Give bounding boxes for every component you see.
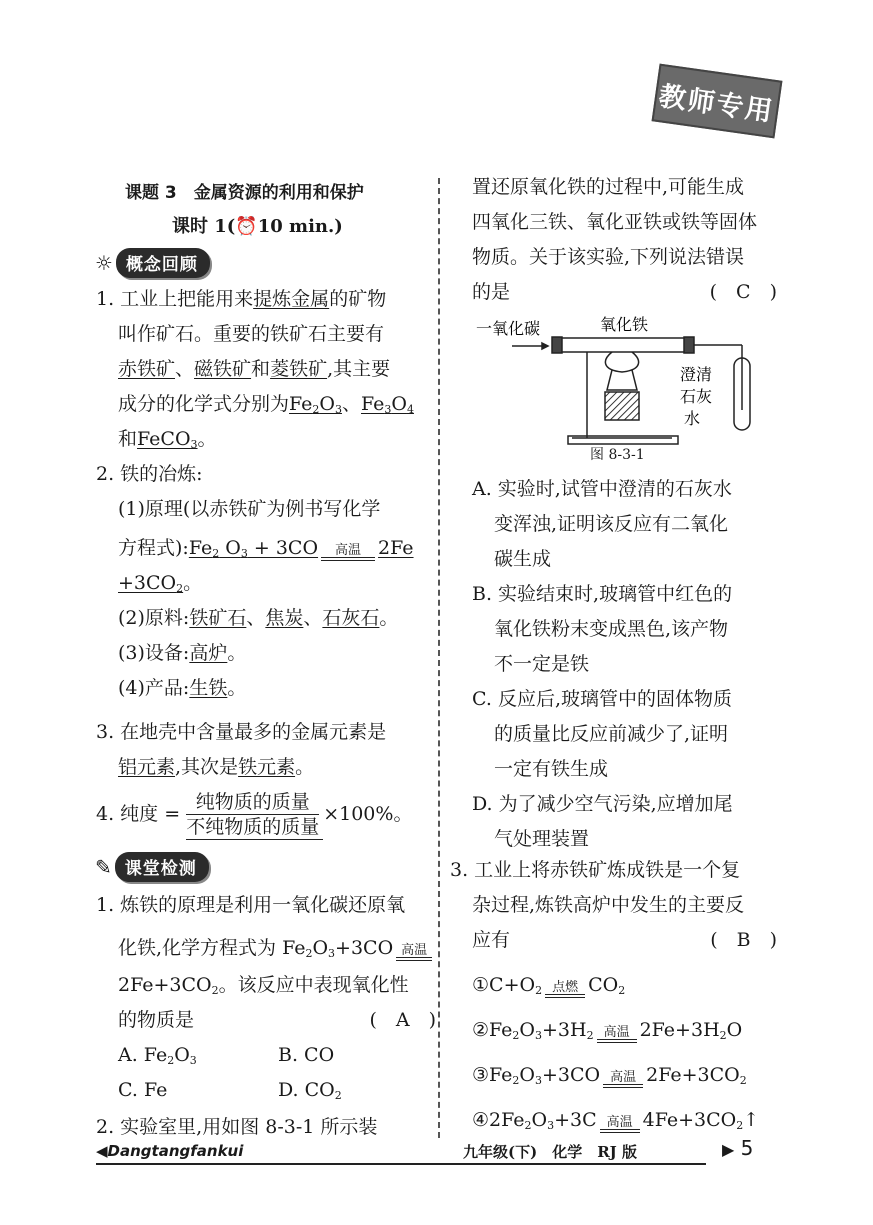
clock-icon: ⏰ bbox=[235, 216, 258, 237]
review-q1: 1. 工业上把能用来提炼金属的矿物 叫作矿石。重要的铁矿石主要有 赤铁矿、磁铁矿和菱铁矿,其主要 成分的化学式分别为$Fe_2O_3$、$Fe_3O_4$ 和FeCO$_3$。 bbox=[96, 288, 414, 451]
section-review: ☼ 概念回顾 bbox=[95, 248, 210, 278]
triangle-left-icon: ◀ bbox=[96, 1142, 108, 1160]
fig-label-water1: 澄清 bbox=[680, 367, 713, 384]
footer-grade: 九年级(下) 化学 RJ 版 bbox=[463, 1143, 637, 1161]
section-check: ✎ 课堂检测 bbox=[95, 852, 209, 882]
fig-label-water2: 石灰 bbox=[680, 389, 713, 406]
check-q2-options: A. 实验时,试管中澄清的石灰水 变浑浊,证明该反应有二氧化 碳生成 B. 实验结束时,玻璃管中红色的 氧化铁粉末变成黑色,该产物 不一定是铁 C. 反应后,玻璃管中的固体物质 的质量比反应前减少了,证明 一定有铁生成 D. 为了减少空气污染,应增加尾 气处理装置 bbox=[472, 478, 733, 850]
review-q3: 3. 在地壳中含量最多的金属元素是 铝元素,其次是铁元素。 bbox=[96, 721, 387, 778]
teacher-stamp: 教师专用 bbox=[652, 64, 783, 139]
check-q2-start: 2. 实验室里,用如图 8-3-1 所示装 bbox=[96, 1116, 378, 1138]
check-q2-cont: 置还原氧化铁的过程中,可能生成 四氧化三铁、氧化亚铁或铁等固体 物质。关于该实验,下列说法错误 的是 ( C ) bbox=[472, 170, 777, 310]
figure-caption: 图 8-3-1 bbox=[590, 447, 645, 463]
fig-label-co: 一氧化碳 bbox=[476, 321, 541, 338]
review-q4: 4. 纯度 = $\frac{\text{纯物质的质量}}{\text{不纯物质的质量}}$ ×100%。 bbox=[96, 791, 413, 838]
check-q3: 3. 工业上将赤铁矿炼成铁是一个复 杂过程,炼铁高炉中发生的主要反 应有 ( B ) $①C+O_2$ 点燃 $CO_2$ $②Fe_2O_3+3H_2$ 高温 $2Fe+3H_2O$ $③Fe_2O_3+3CO$ 高温 $2Fe+3CO_2$ $④2Fe_2O_3+3C$ 高温 $4Fe+3CO_2↑$ bbox=[450, 859, 777, 1132]
check-q1: 1. 炼铁的原理是利用一氧化碳还原氧 化铁,化学方程式为 $Fe_2O_3+3CO$ 高温 $2Fe+3CO_2$。该反应中表现氧化性 的物质是 ( A ) A. $Fe_2O_3$ B. CO C. Fe D. $CO_2$ bbox=[96, 894, 436, 1102]
footer-rule bbox=[96, 1163, 706, 1165]
lesson-title: 课题 3 金属资源的利用和保护 bbox=[125, 183, 364, 203]
apparatus-figure bbox=[472, 310, 772, 460]
page-number: ▶ 5 bbox=[722, 1136, 754, 1160]
fig-label-fe2o3: 氧化铁 bbox=[600, 317, 649, 334]
column-divider bbox=[438, 178, 440, 1138]
pen-icon: ✎ bbox=[95, 855, 112, 879]
answer-q1: ( A ) bbox=[369, 1009, 436, 1031]
triangle-right-icon: ▶ bbox=[722, 1140, 735, 1159]
answer-q2: ( C ) bbox=[709, 281, 777, 303]
footer-brand: ◀Dangtangfankui bbox=[96, 1142, 244, 1160]
answer-q3: ( B ) bbox=[710, 929, 777, 951]
fig-label-water3: 水 bbox=[684, 411, 701, 428]
review-q2: 2. 铁的冶炼: (1)原理(以赤铁矿为例书写化学 方程式)$:Fe_2$ $O_3 + 3CO$ 高温 2Fe $+3CO_2$。 (2)原料:铁矿石、焦炭、石灰石。 (3)设备:高炉。 (4)产品:生铁。 bbox=[96, 463, 414, 699]
bulb-icon: ☼ bbox=[95, 251, 113, 275]
lesson-subtitle: 课时 1(⏰10 min.) bbox=[172, 216, 343, 237]
